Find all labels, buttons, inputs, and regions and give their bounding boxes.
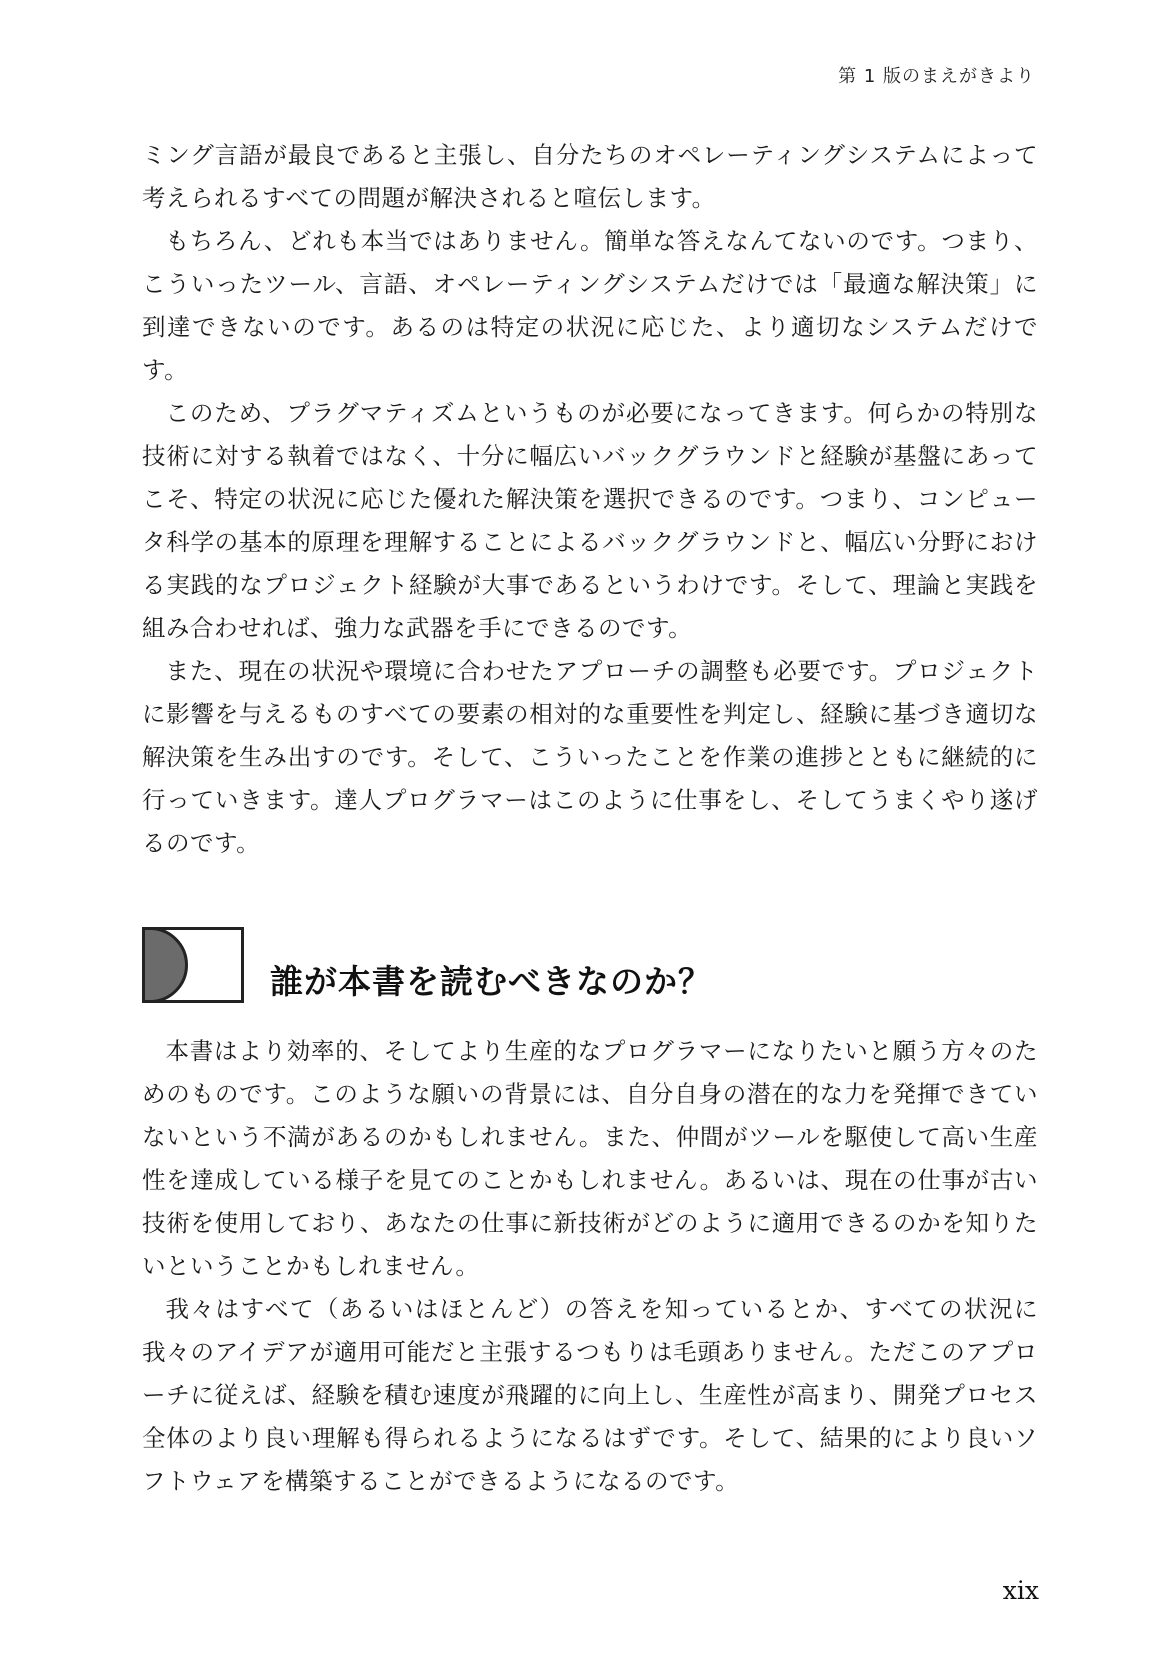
paragraph: 本書はより効率的、そしてより生産的なプログラマーになりたいと願う方々のためのものです。このような願いの背景には、自分自身の潜在的な力を発揮できていないという不満があるのかもしれません。また、仲間がツールを駆使して高い生産性を達成している様子を見てのことかもしれません。あるいは、現在の仕事が古い技術を使用しており、あなたの仕事に新技術がどのように適用できるのかを知りたいということかもしれません。	[142, 1037, 1038, 1280]
page-number: xix	[1002, 1576, 1039, 1605]
running-header: 第 1 版のまえがきより	[838, 66, 1035, 87]
section-marker-icon	[142, 927, 244, 1003]
body-text-top	[142, 134, 1038, 865]
paragraph: ミング言語が最良であると主張し、自分たちのオペレーティングシステムによって考えられるすべての問題が解決されると喧伝します。	[142, 141, 1038, 212]
paragraph: もちろん、どれも本当ではありません。簡単な答えなんてないのです。つまり、こういったツール、言語、オペレーティングシステムだけでは「最適な解決策」に到達できないのです。あるのは特定の状況に応じた、より適切なシステムだけです。	[142, 227, 1038, 384]
paragraph: 我々はすべて（あるいはほとんど）の答えを知っているとか、すべての状況に我々のアイデアが適用可能だと主張するつもりは毛頭ありません。ただこのアプローチに従えば、経験を積む速度が飛躍的に向上し、生産性が高まり、開発プロセス全体のより良い理解も得られるようになるはずです。そして、結果的により良いソフトウェアを構築することができるようになるのです。	[142, 1295, 1038, 1495]
section-heading	[142, 926, 712, 1003]
paragraph: また、現在の状況や環境に合わせたアプローチの調整も必要です。プロジェクトに影響を与えるものすべての要素の相対的な重要性を判定し、経験に基づき適切な解決策を生み出すのです。そして、こういったことを作業の進捗とともに継続的に行っていきます。達人プログラマーはこのように仕事をし、そしてうまくやり遂げるのです。	[142, 657, 1038, 857]
body-text-bottom	[142, 1030, 1038, 1503]
paragraph: このため、プラグマティズムというものが必要になってきます。何らかの特別な技術に対する執着ではなく、十分に幅広いバックグラウンドと経験が基盤にあってこそ、特定の状況に応じた優れた解決策を選択できるのです。つまり、コンピュータ科学の基本的原理を理解することによるバックグラウンドと、幅広い分野における実践的なプロジェクト経験が大事であるというわけです。そして、理論と実践を組み合わせれば、強力な武器を手にできるのです。	[142, 399, 1038, 642]
section-title: 誰が本書を読むべきなのか？	[270, 962, 712, 1001]
